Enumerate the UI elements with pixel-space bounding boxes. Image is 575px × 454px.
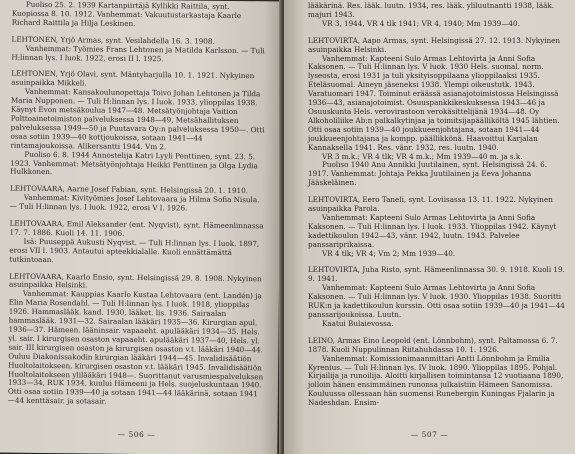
left-continuation: Puoliso 25. 2. 1939 Kartanpiirtäjä Kyllikki Raittila, synt. Kuopiossa 8. 10. 1912. Vanhemmat: Vakuutustarkastaja Kaarle Richard Raittila ja Hilja Leskinen. [11, 0, 242, 28]
entry-lehtonen-yrjo-olavi [10, 70, 267, 180]
entry-text: Puoliso 1940 Anu Annikki Juutilainen, synt. Helsingissä 24. 6. 1917. Vanhemmat: Johtaja Pekka Juutilainen ja Eeva Johanna Jääskeläinen. [308, 160, 548, 188]
entry-text: Vanhemmat: Kapteeni Sulo Armas Lehtovirta ja Anni Sofia Kaksonen. — Tuli H:linnan lys. I luok. 1933. Ylioppilas 1942. Käynyt kadettikoulun 1942—43, vänr. 1942, luutn. 1943. Palvelee panssariprikaissa. [308, 212, 557, 249]
entry-lehtonen-yrjo-armas [11, 35, 267, 64]
entry-text: VR 3 m.k.; VR 4 tlk; VR 4 m.k.; Mm 1939—40 m. ja s.k. [322, 151, 523, 161]
entry-text: Vanhemmat: Kapteeni Sulo Armas Lehtovirta ja Anni Sofia Kaksonen. — Tuli H:linnan lys. V luok. 1930. Ylioppilas 1938. Suoritti RUK:n ja kadettikoulun kurssin. Otti osaa sotiin 1939—40 ja 1941—44 panssarijoukoissa. Luutn. [308, 283, 565, 319]
entry-heading: LEHTOVIRTA, Juha Risto, synt. Hämeenlinnassa 30. 9. 1918. Kuoli 19. 9. 1941. [308, 265, 565, 284]
entry-heading: LEHTOVAARA, Aarne Josef Fabian, synt. Helsingissä 20. 1. 1910. [9, 183, 249, 196]
left-page-body [8, 1, 268, 409]
entry-heading: LEHTOVIRTA, Aapo Armas, synt. Helsingissä 27. 12. 1913. Nykyinen asuinpaikka Helsinki. [308, 35, 560, 54]
right-continuation-awards: VR 3, 1944, VR 4 tlk 1941; VR 4, 1940; Mm 1939—40. [322, 18, 520, 28]
entry-text: Vanhemmat: Kauppias Kaarlo Kustaa Lehtovaara (ent. Landén) ja Elin Maria Rosendahl. — Tuli H:linnan lys. I luok. 1918, ylioppilas 1926. Hammaslääk. kand. 1930, lääket. lis. 1936. Sairaalan hammaslääk. 1931—32. Sairaalan lääkäri 1935—36. Kirurgian apul. 1936—37. Hämeen. lääninsair. vapaaeht. apulääkäri 1934—35. Hels. yl. sair. I kirurgisen osaston vapaaeht. apulääkäri 1937—40, Hels. yl. sair. III kirurgisen osaston ja kirurgisen osaston v.t. lääkäri 1940—44. Ouluu Diakonissakodin kirurgian lääkäri 1944—45. Invalidisäätiön Huoltolaitokseen, kirurgisen osaston v.t. lääkäri 1945. Invalidisäätiön Huoltolaitokseen ylilääkäri 1948—. Suorittanut varusmiespalveluksen 1933—34, RUK 1934, kuului Hämeeni ja Hels. suojeluskuntaan 1940. Otti osaa sotiin 1939—40 ja sotaan 1941—44 lääkärinä, sotaan 1941—44 kenttäsair. ja sotasair. [7, 289, 264, 406]
entry-heading: LEHTONEN, Yrjö Armas, synt. Vesilahdella 16. 3. 1908. [11, 34, 215, 46]
entry-heading: LEHTONEN, Yrjö Olavi, synt. Mäntyharjulla 10. 1. 1921. Nykyinen asuinpaikka Mikkeli. [11, 69, 255, 88]
right-page-body [308, 2, 565, 408]
entry-text: VR 4 tlk; VR 4; Vm 2; Mm 1939—40. [322, 248, 456, 258]
right-page [284, 0, 575, 454]
entry-text: Isä: Puuseppä Aukusti Nyqvist. — Tuli H:linnan lys. I luok. 1897, erosi VII l. 1903. Antautui apteekkialalle. Kuoli ennättämättä tutkintoaan. [9, 236, 260, 264]
entry-lehtovirta-eero [308, 196, 565, 258]
page-number-right: — 507 — [410, 430, 449, 440]
entry-lehtovirta-aapo [308, 37, 565, 188]
entry-heading: LEHTOVAARA, Emil Aleksander (ent. Nyqvist), synt. Hämeenlinnassa 17. 7. 1886. Kuoli 14. 11. 1906. [9, 218, 264, 238]
entry-text: Vanhemmat: Työmies Frans Lehtonen ja Matilda Karlsson. — Tuli H:linnan lys. I luok. 1922, erosi II l. 1925. [11, 43, 265, 63]
entry-heading: LEHTOVAARA, Kaarlo Ensio, synt. Helsingissä 29. 8. 1908. Nykyinen asuinpaikka Helsinki. [8, 271, 262, 290]
page-number-left: — 506 — [117, 429, 156, 440]
entry-lehtovirta-juha [308, 266, 565, 328]
entry-text: Vanhemmat: Komissionimaanmittari Antti Lönnbohm ja Emilia Kyrenius. — Tuli H:linnan lys. IV luok. 1890. Ylioppilas 1895. Pohjal. Kirjailija ja runoilija. Aloitti kirjallisen toimintansa 12 vuotiaana 1890, jolloin hänen ensimmäinen runonsa julkaistiin Hämeen Sanomissa. Kouluussa ollessaan hän suomensi Runebergin Kuningas Fjalarin ja Nadeshdan. Ensim- [308, 353, 564, 408]
entry-heading: LEHTOVIRTA, Eero Taneli, synt. Loviisassa 13. 11. 1922. Nykyinen asuinpaikka Parola. [308, 195, 553, 214]
entry-lehtovaara-aarne [10, 185, 266, 214]
entry-lehtovaara-emil [9, 220, 265, 267]
entry-text: Vanhemmat: Kansakoulunopettaja Toivo Johan Lehtonen ja Tilda Maria Nupponen. — Tuli H:linnan lys. I luok. 1933, ylioppilas 1938. Käynyt Evon metsäkoulua 1947—48. Metsätyönjohtaja Vaition Polttoainetoimiston palveluksessa 1948—49, Metsähallituksen palveluksessa 1949—50 ja Puutavara Oy:n palveluksessa 1950—. Otti osaa sotiin 1939—40 kottjoukoissa, sotaan 1941—44 rintamajoukoissa. Alikersantti 1944. Vm 2. [10, 87, 265, 151]
entry-text: Kaatui Bulaievossa. [322, 318, 394, 328]
entry-text: Vanhemmat: Kapteeni Sulo Armas Lehtovirta ja Anni Sofia Kaksonen. — Tuli H:linnan lys. V luok. 1930 Hels. suomal. norm. lyseosta, erosi 1931 ja tuli yksityisoppilaana ylioppilaaksi 1935. Eteläsuomal. Aineyn jäseneksi 1938. Ylempi oikeustutk. 1943. Varatuomari 1947. Toiminut eräässä asianajotoimistossa Helsingissä 1936—43, asianajotoimist. Osuuspankkikeskuksessa 1943—46 ja Osuuskunta Hels. verovirastoon verokäsittelijänä 1934—48. Oy Alkoholiliike Ab:n palkalkytinjaa ja toimitsijapäälliköltä 1945 lähtien. Otti osaa sotiin 1939—40 joukkueenjohtajana, sotaan 1941—44 joukkueenjohtajana ja kompp. päällikkönä. Haavoittui Karjalan Kannaksella 1941. Res. vänr. 1932, res. luutn. 1940. [308, 53, 560, 152]
left-page [0, 0, 282, 454]
entry-text: Puoliso 6. 8. 1944 Annostelija Katri Lyyli Penttinen, synt. 23. 5. 1923. Vanhemmat: Metsätyönjohtaja Heikki Penttinen ja Olga Lydia Hulkkonen. [10, 149, 258, 177]
right-continuation: lääkärinä. Res. lääk. luutn. 1934, res. lääk. yliluutnantti 1938, lääk. majuri 1943. [308, 1, 555, 19]
entry-text: Vanhemmat: Kivityömies Josef Lehtovaara ja Hilma Sofia Nisula. — Tuli H:linnan lys. I luok. 1922, erosi V l. 1926. [9, 193, 260, 213]
entry-lehtovaara-kaarlo [8, 272, 265, 408]
entry-heading: LEINO, Armas Eino Leopold (ent. Lönnbohm), synt. Paltamossa 6. 7. 1878. Kuoli Nuppulinnan Riitahuhdassa 10. 1. 1926. [308, 335, 558, 354]
entry-leino-armas [308, 337, 565, 408]
